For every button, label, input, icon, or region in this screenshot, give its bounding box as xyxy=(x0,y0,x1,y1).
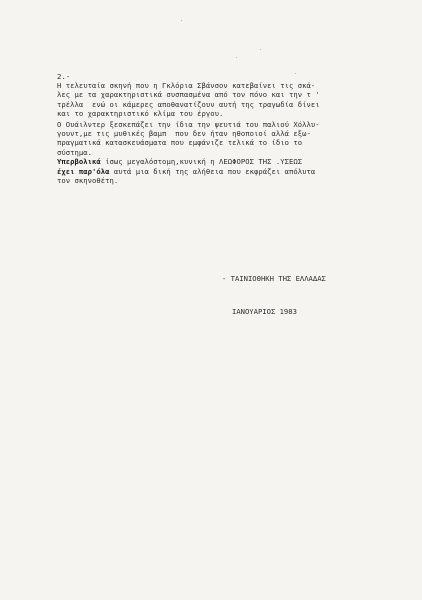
text-line-8: σύστημα. xyxy=(57,147,93,157)
signature-organization: - ΤΑΙΝΙΟΘΗΚΗ ΤΗΣ ΕΛΛΑΔΑΣ xyxy=(222,274,326,283)
text-line-6: γουντ,με τις μυθικές βαμπ που δεν ήταν ηθοποιοί αλλά εξω- xyxy=(57,128,311,138)
text-line-5: Ο Ουάιλντερ ξεσκεπάζει την ίδια την ψευτιά του παλιού Χόλλυ- xyxy=(57,119,320,129)
signature-date: ΙΑΝΟΥΑΡΙΟΣ 1983 xyxy=(232,307,297,316)
paper-speck xyxy=(236,57,237,58)
text-line-1: Η τελευταία σκηνή που η Γκλόρια Σβάνσον κατεβαίνει τις σκά- xyxy=(57,81,316,90)
signature-block xyxy=(222,251,326,339)
text-line-10-rest: αυτά μια δική της αλήθεια που εκφράζει απόλυτα xyxy=(109,166,316,176)
paper-speck xyxy=(295,73,296,74)
text-line-7: πραγματικά κατασκευάσματα που εμφάνιζε τελικά το ίδιο το xyxy=(57,138,303,148)
overtyped-word: Υπερβολικά xyxy=(57,157,101,167)
page-number: 2.- xyxy=(57,72,71,81)
text-line-10 xyxy=(57,167,387,176)
text-line-2: λες με τα χαρακτηριστικά συσπασμένα από τον πόνο και την τ ' xyxy=(57,90,320,100)
text-line-3: τρέλλα ενώ οι κάμερες αποθανατίζουν αυτή της τραγωδία δίνει xyxy=(57,99,320,109)
body-text xyxy=(57,81,387,185)
paper-speck xyxy=(260,49,261,50)
text-line-9-rest: ίσως μεγαλόστομη,κυνική η ΛΕΩΦΟΡΟΣ ΤΗΣ .ΥΣΕΩΣ xyxy=(100,157,303,167)
text-line-9 xyxy=(57,157,387,166)
text-line-4: και το χαρακτηριστικό κλίμα του έργου. xyxy=(57,109,224,119)
overtyped-phrase: έχει παρ'όλα xyxy=(57,166,110,176)
paper-speck xyxy=(181,20,182,21)
text-line-11: τον σκηνοθέτη. xyxy=(57,175,119,185)
